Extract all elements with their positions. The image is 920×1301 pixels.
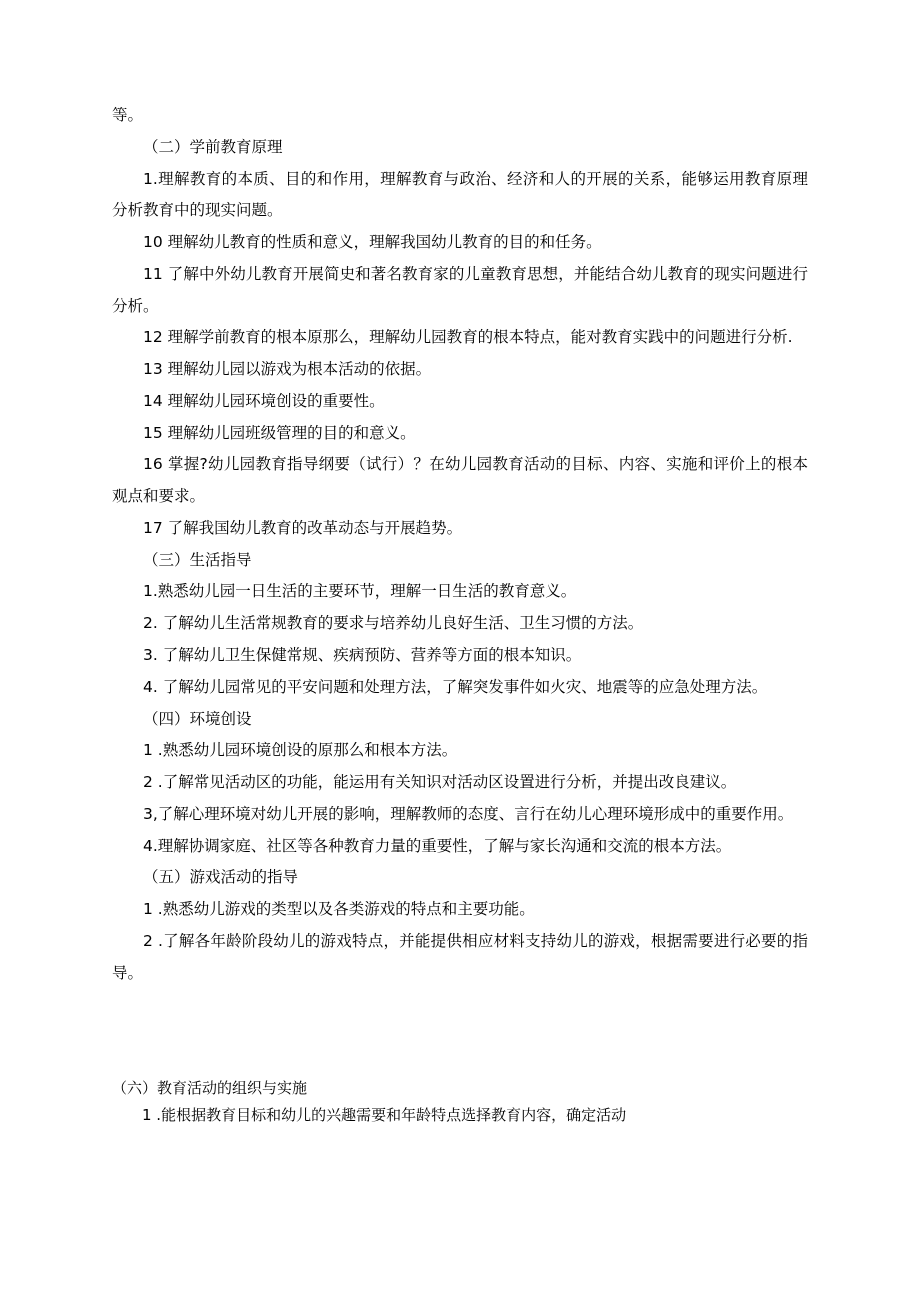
paragraph: 4. 了解幼儿园常见的平安问题和处理方法，了解突发事件如火灾、地震等的应急处理方法。 (143, 677, 768, 696)
paragraph: （二）学前教育原理 (143, 137, 283, 156)
paragraph: 15 理解幼儿园班级管理的目的和意义。 (143, 423, 416, 442)
paragraph: 2. 了解幼儿生活常规教育的要求与培养幼儿良好生活、卫生习惯的方法。 (143, 614, 644, 633)
paragraph: 12 理解学前教育的根本原那么，理解幼儿园教育的根本特点，能对教育实践中的问题进行分析. (143, 328, 793, 347)
paragraph: 1.熟悉幼儿园一日生活的主要环节，理解一日生活的教育意义。 (143, 582, 577, 601)
paragraph: 等。 (112, 106, 144, 124)
paragraph: 10 理解幼儿教育的性质和意义，理解我国幼儿教育的目的和任务。 (143, 233, 602, 252)
paragraph: 14 理解幼儿园环境创设的重要性。 (143, 391, 385, 410)
paragraph: 1.理解教育的本质、目的和作用，理解教育与政治、经济和人的开展的关系，能够运用教育原理分析教育中的现实问题。 (112, 169, 808, 220)
paragraph: 3. 了解幼儿卫生保健常规、疾病预防、营养等方面的根本知识。 (143, 646, 582, 665)
paragraph: 17 了解我国幼儿教育的改革动态与开展趋势。 (143, 518, 463, 537)
paragraph: 16 掌握?幼儿园教育指导纲要（试行）？在幼儿园教育活动的目标、内容、实施和评价上的根本观点和要求。 (112, 455, 808, 506)
paragraph: （三）生活指导 (143, 550, 252, 569)
paragraph: 3,了解心理环境对幼儿开展的影响，理解教师的态度、言行在幼儿心理环境形成中的重要作用。 (143, 804, 794, 823)
paragraph: （四）环境创设 (143, 709, 252, 728)
paragraph: 2 .了解各年龄阶段幼儿的游戏特点，并能提供相应材料支持幼儿的游戏，根据需要进行必要的指导。 (112, 931, 808, 982)
paragraph: 1 .熟悉幼儿游戏的类型以及各类游戏的特点和主要功能。 (143, 900, 535, 919)
paragraph: 4.理解协调家庭、社区等各种教育力量的重要性，了解与家长沟通和交流的根本方法。 (143, 836, 732, 855)
document-body (112, 100, 808, 989)
paragraph: 1 .能根据教育目标和幼儿的兴趣需要和年龄特点选择教育内容，确定活动 (142, 1105, 627, 1124)
document-tail (112, 1075, 808, 1128)
paragraph: （六）教育活动的组织与实施 (112, 1079, 308, 1098)
section-spacer (112, 989, 808, 1075)
paragraph: （五）游戏活动的指导 (143, 868, 299, 887)
paragraph: 13 理解幼儿园以游戏为根本活动的依据。 (143, 360, 432, 379)
paragraph: 1 .熟悉幼儿园环境创设的原那么和根本方法。 (143, 741, 458, 760)
paragraph: 11 了解中外幼儿教育开展简史和著名教育家的儿童教育思想，并能结合幼儿教育的现实问题进行分析。 (112, 264, 808, 315)
paragraph: 2 .了解常见活动区的功能，能运用有关知识对活动区设置进行分析，并提出改良建议。 (143, 773, 737, 792)
